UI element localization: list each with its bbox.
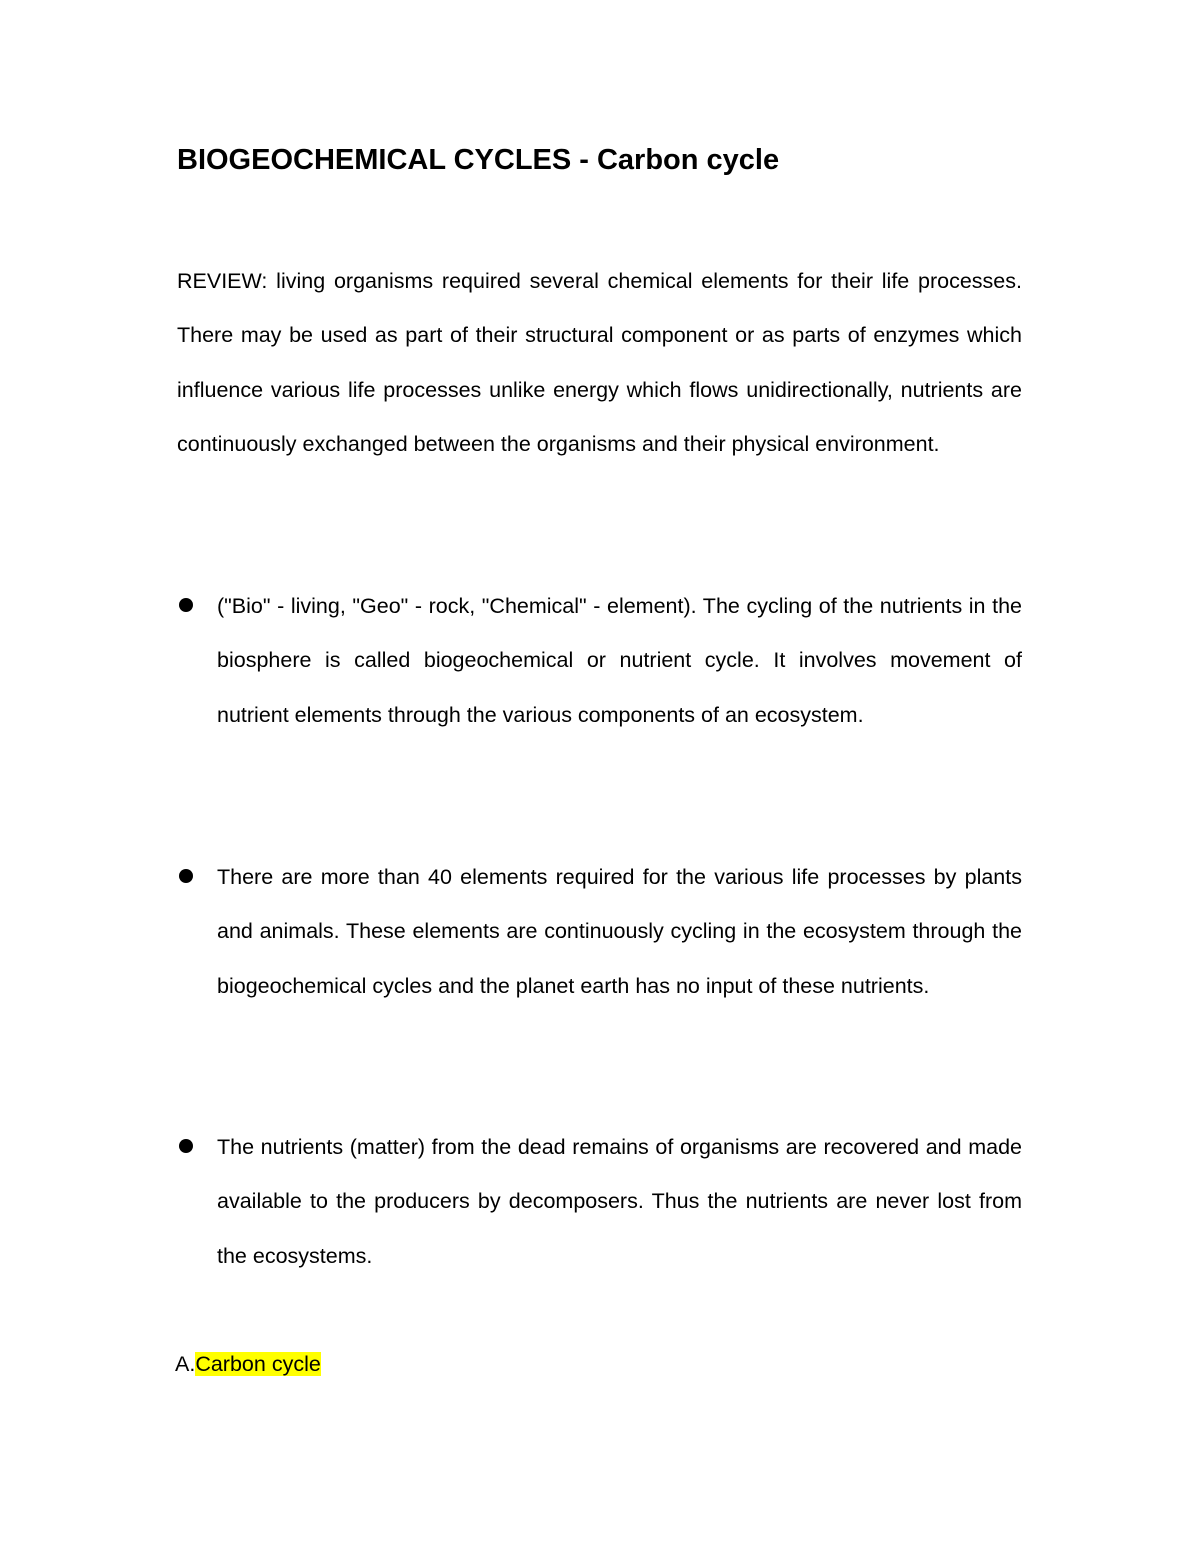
bullet-text: There are more than 40 elements required for the various life processes by plants and animals. These elements are continuously cycling in the ecosystem through the biogeochemical cycles and the planet earth has no input of these nutrients. — [217, 865, 1022, 998]
bullet-item — [177, 579, 1022, 742]
bullet-item — [177, 850, 1022, 1013]
bullet-text: ("Bio" - living, "Geo" - rock, "Chemical" - element). The cycling of the nutrients in the biosphere is called biogeochemical or nutrient cycle. It involves movement of nutrient elements through the various components of an ecosystem. — [217, 594, 1022, 727]
bullet-text: The nutrients (matter) from the dead remains of organisms are recovered and made available to the producers by decomposers. Thus the nutrients are never lost from the ecosystems. — [217, 1135, 1022, 1268]
bullet-item — [177, 1120, 1022, 1283]
bullet-dot-icon — [179, 1139, 193, 1153]
bullet-dot-icon — [179, 598, 193, 612]
section-title-highlighted: Carbon cycle — [195, 1352, 321, 1376]
section-prefix: A. — [175, 1352, 196, 1376]
review-paragraph: REVIEW: living organisms required several chemical elements for their life processes. There may be used as part of their structural component or as parts of enzymes which influence various life processes unlike energy which flows unidirectionally, nutrients are continuously exchanged between the organisms and their physical environment. — [177, 269, 1022, 456]
bullet-dot-icon — [179, 869, 193, 883]
section-heading — [175, 1346, 321, 1382]
page-title: BIOGEOCHEMICAL CYCLES - Carbon cycle — [177, 144, 780, 176]
